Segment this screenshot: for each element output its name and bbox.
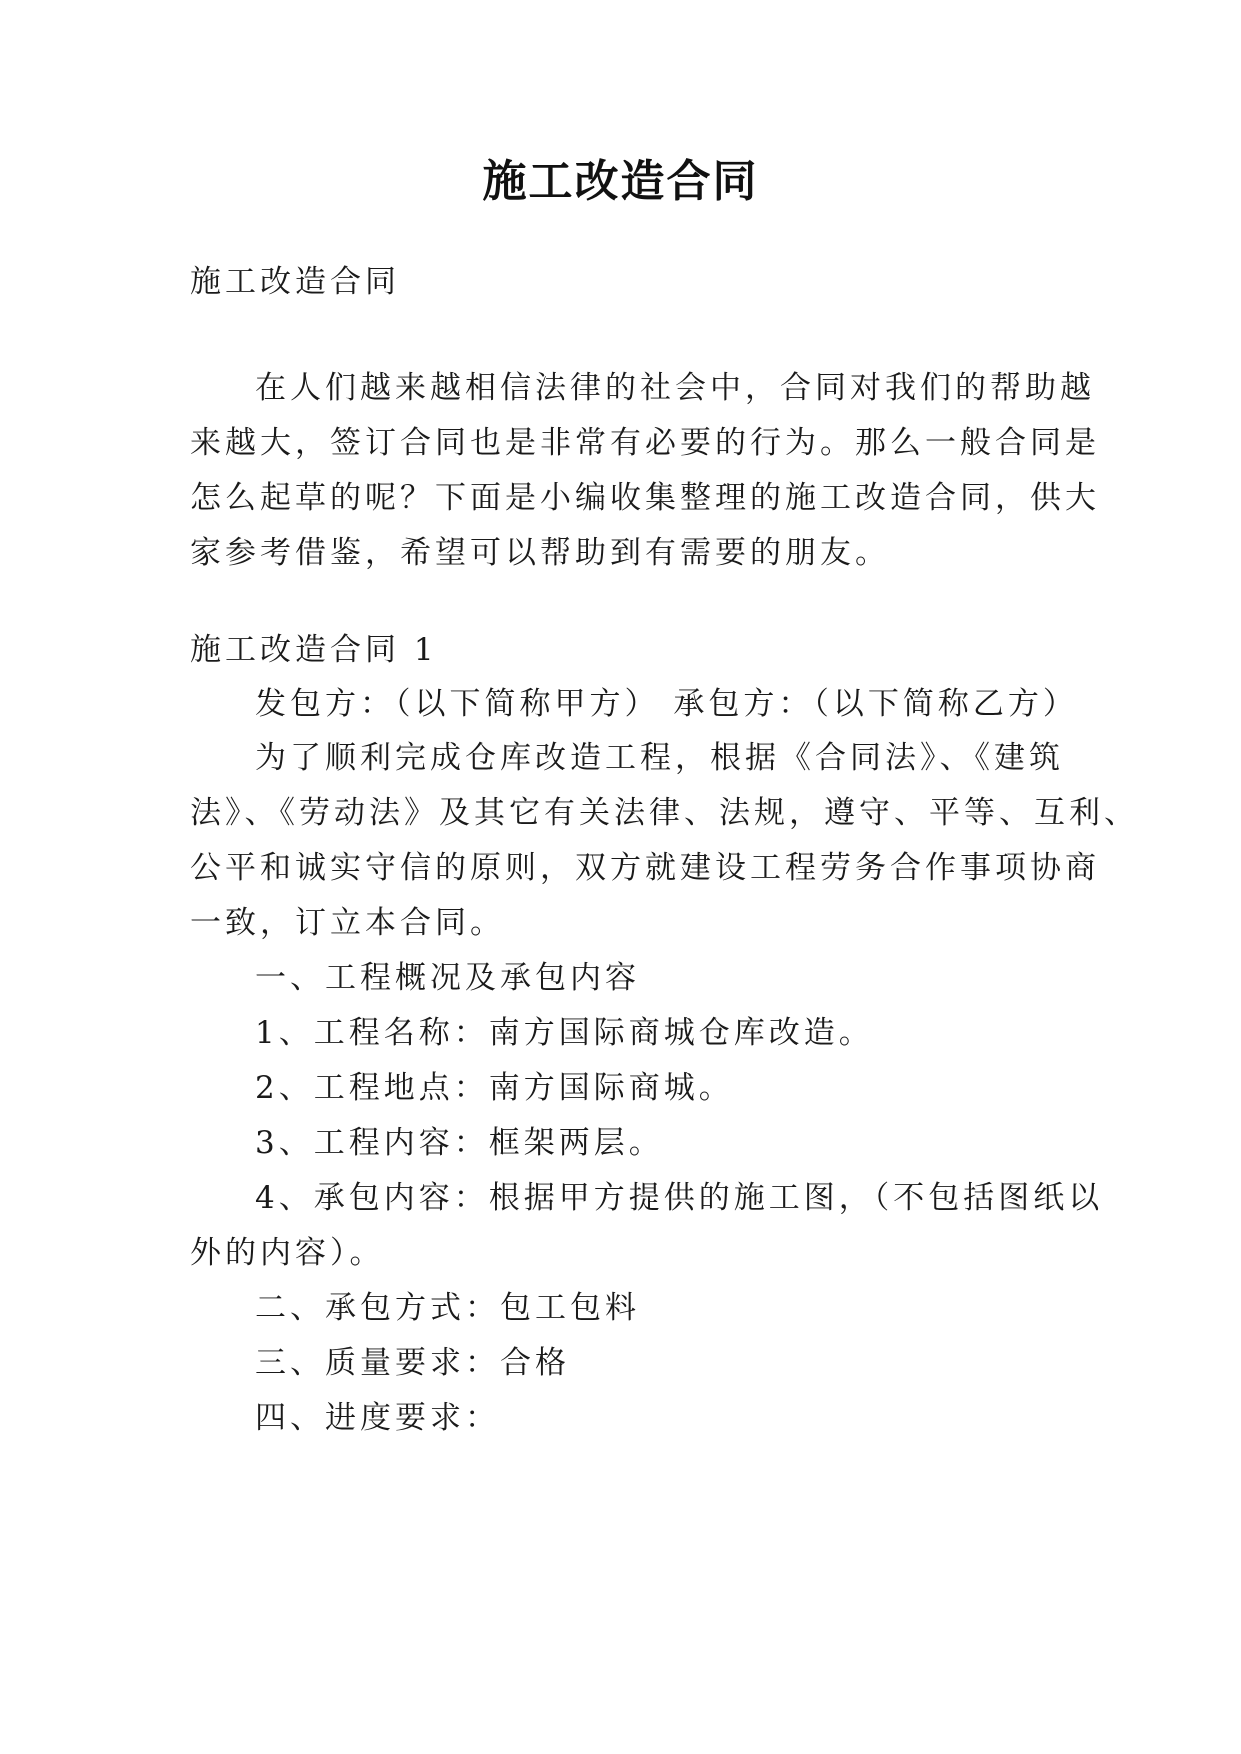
clause-1-item-4-continued: 外的内容）。	[190, 1235, 385, 1271]
document-title: 施工改造合同	[482, 156, 759, 207]
intro-line-2: 来越大，签订合同也是非常有必要的行为。那么一般合同是	[190, 425, 1100, 461]
clause-1-item-2: 2、工程地点：南方国际商城。	[255, 1070, 734, 1106]
clause-3: 三、质量要求：合格	[255, 1345, 570, 1381]
clause-4: 四、进度要求：	[255, 1400, 500, 1436]
purpose-line-1: 为了顺利完成仓库改造工程，根据《合同法》、《建筑	[255, 740, 1064, 776]
intro-line-1: 在人们越来越相信法律的社会中，合同对我们的帮助越	[255, 370, 1095, 406]
purpose-line-4: 一致，订立本合同。	[190, 905, 505, 941]
document-subtitle: 施工改造合同	[190, 264, 400, 300]
clause-1-heading: 一、工程概况及承包内容	[255, 960, 640, 996]
clause-2: 二、承包方式：包工包料	[255, 1290, 640, 1326]
clause-1-item-3: 3、工程内容：框架两层。	[255, 1125, 664, 1161]
intro-line-4: 家参考借鉴，希望可以帮助到有需要的朋友。	[190, 535, 890, 571]
purpose-line-2: 法》、《劳动法》及其它有关法律、法规，遵守、平等、互利、	[190, 795, 1139, 831]
intro-line-3: 怎么起草的呢？下面是小编收集整理的施工改造合同，供大	[190, 480, 1100, 516]
clause-1-item-4: 4、承包内容：根据甲方提供的施工图，（不包括图纸以	[255, 1180, 1104, 1216]
clause-1-item-1: 1、工程名称：南方国际商城仓库改造。	[255, 1015, 874, 1051]
section-heading: 施工改造合同 1	[190, 632, 438, 668]
parties-line: 发包方：（以下简称甲方） 承包方：（以下简称乙方）	[255, 686, 1078, 722]
purpose-line-3: 公平和诚实守信的原则，双方就建设工程劳务合作事项协商	[190, 850, 1100, 886]
